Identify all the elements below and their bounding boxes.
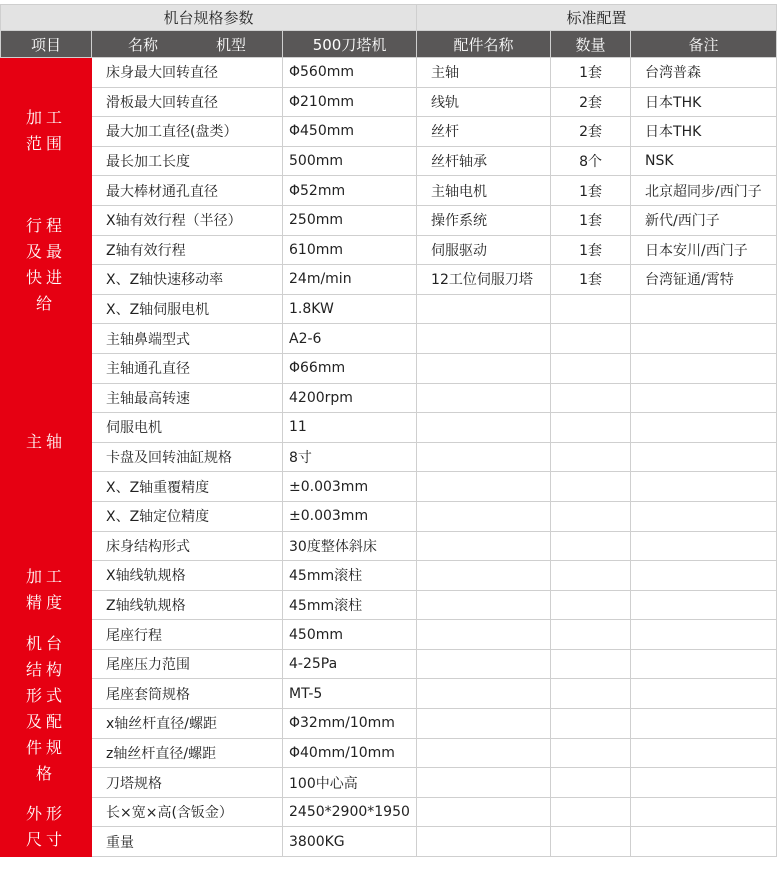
empty-cell: [551, 620, 631, 650]
spec-value: Φ450mm: [283, 117, 417, 147]
empty-cell: [631, 413, 777, 443]
config-part: 主轴电机: [417, 176, 551, 206]
empty-cell: [631, 590, 777, 620]
empty-cell: [417, 709, 551, 739]
empty-cell: [631, 353, 777, 383]
empty-cell: [631, 561, 777, 591]
config-qty: 2套: [551, 87, 631, 117]
empty-cell: [551, 768, 631, 798]
config-part: 主轴: [417, 58, 551, 88]
table-row: [1, 146, 777, 176]
empty-cell: [551, 472, 631, 502]
empty-cell: [417, 797, 551, 827]
spec-name: 床身结构形式: [92, 531, 283, 561]
spec-value: 500mm: [283, 146, 417, 176]
empty-cell: [631, 620, 777, 650]
spec-value: 30度整体斜床: [283, 531, 417, 561]
spec-value: A2-6: [283, 324, 417, 354]
empty-cell: [631, 501, 777, 531]
spec-name: 滑板最大回转直径: [92, 87, 283, 117]
empty-cell: [631, 383, 777, 413]
empty-cell: [417, 649, 551, 679]
empty-cell: [417, 768, 551, 798]
empty-cell: [631, 294, 777, 324]
column-header-row: [1, 31, 777, 58]
spec-value: 24m/min: [283, 265, 417, 295]
config-qty: 1套: [551, 205, 631, 235]
table-row: [1, 413, 777, 443]
table-row: [1, 472, 777, 502]
section-processing-range: 加工范围: [1, 58, 92, 206]
spec-name: 最大棒材通孔直径: [92, 176, 283, 206]
spec-value: 100中心高: [283, 768, 417, 798]
config-qty: 1套: [551, 235, 631, 265]
col-qty-header: 数量: [551, 31, 631, 58]
super-header-row: [1, 5, 777, 31]
spec-value: 45mm滚柱: [283, 561, 417, 591]
spec-name: Z轴线轨规格: [92, 590, 283, 620]
spec-value: 2450*2900*1950: [283, 797, 417, 827]
spec-name: X、Z轴伺服电机: [92, 294, 283, 324]
section-travel-feed: 行程及最快进给: [1, 205, 92, 323]
table-row: [1, 561, 777, 591]
spec-name: 主轴通孔直径: [92, 353, 283, 383]
spec-value: 450mm: [283, 620, 417, 650]
empty-cell: [417, 324, 551, 354]
section-structure: 机台结构形式及配件规格: [1, 620, 92, 798]
table-row: [1, 235, 777, 265]
empty-cell: [551, 383, 631, 413]
spec-name: 伺服电机: [92, 413, 283, 443]
empty-cell: [417, 590, 551, 620]
empty-cell: [551, 649, 631, 679]
spec-name: 尾座行程: [92, 620, 283, 650]
empty-cell: [417, 501, 551, 531]
spec-value: 1.8KW: [283, 294, 417, 324]
config-qty: 8个: [551, 146, 631, 176]
spec-value: 610mm: [283, 235, 417, 265]
spec-value: 4-25Pa: [283, 649, 417, 679]
config-note: 新代/西门子: [631, 205, 777, 235]
spec-name: X轴线轨规格: [92, 561, 283, 591]
spec-name: z轴丝杆直径/螺距: [92, 738, 283, 768]
spec-name: 主轴鼻端型式: [92, 324, 283, 354]
empty-cell: [631, 472, 777, 502]
spec-params-title: 机台规格参数: [1, 5, 417, 31]
section-precision: 加工精度: [1, 561, 92, 620]
spec-name: X、Z轴重覆精度: [92, 472, 283, 502]
spec-name: 长×宽×高(含钣金）: [92, 797, 283, 827]
table-row: [1, 590, 777, 620]
col-name-label: 名称: [127, 35, 158, 54]
table-row: [1, 383, 777, 413]
table-row: [1, 797, 777, 827]
col-name-model-header: [92, 31, 283, 58]
empty-cell: [551, 442, 631, 472]
spec-name: 卡盘及回转油缸规格: [92, 442, 283, 472]
spec-value: 4200rpm: [283, 383, 417, 413]
empty-cell: [417, 383, 551, 413]
table-row: [1, 205, 777, 235]
config-note: 北京超同步/西门子: [631, 176, 777, 206]
config-note: 日本安川/西门子: [631, 235, 777, 265]
spec-table: [0, 4, 777, 857]
empty-cell: [551, 294, 631, 324]
section-dimensions: 外形尺寸: [1, 797, 92, 856]
spec-value: 45mm滚柱: [283, 590, 417, 620]
empty-cell: [417, 413, 551, 443]
empty-cell: [551, 738, 631, 768]
col-part-header: 配件名称: [417, 31, 551, 58]
table-row: [1, 442, 777, 472]
spec-value: Φ32mm/10mm: [283, 709, 417, 739]
table-row: [1, 709, 777, 739]
spec-value: 250mm: [283, 205, 417, 235]
empty-cell: [551, 413, 631, 443]
config-part: 12工位伺服刀塔: [417, 265, 551, 295]
empty-cell: [631, 531, 777, 561]
spec-name: 尾座压力范围: [92, 649, 283, 679]
empty-cell: [551, 797, 631, 827]
table-row: [1, 58, 777, 88]
config-note: 日本THK: [631, 87, 777, 117]
config-part: 伺服驱动: [417, 235, 551, 265]
spec-value: 8寸: [283, 442, 417, 472]
config-note: NSK: [631, 146, 777, 176]
empty-cell: [551, 709, 631, 739]
empty-cell: [631, 797, 777, 827]
empty-cell: [631, 442, 777, 472]
table-row: [1, 176, 777, 206]
empty-cell: [551, 590, 631, 620]
empty-cell: [417, 679, 551, 709]
spec-name: 主轴最高转速: [92, 383, 283, 413]
table-row: [1, 353, 777, 383]
table-row: [1, 620, 777, 650]
spec-name: X轴有效行程（半径）: [92, 205, 283, 235]
empty-cell: [551, 501, 631, 531]
spec-value: Φ66mm: [283, 353, 417, 383]
empty-cell: [417, 442, 551, 472]
config-part: 线轨: [417, 87, 551, 117]
section-spindle: 主轴: [1, 324, 92, 561]
empty-cell: [631, 324, 777, 354]
table-row: [1, 265, 777, 295]
spec-name: X、Z轴快速移动率: [92, 265, 283, 295]
empty-cell: [551, 353, 631, 383]
table-row: [1, 768, 777, 798]
config-qty: 1套: [551, 265, 631, 295]
table-row: [1, 679, 777, 709]
empty-cell: [631, 679, 777, 709]
config-qty: 1套: [551, 58, 631, 88]
empty-cell: [631, 827, 777, 857]
empty-cell: [551, 827, 631, 857]
spec-name: 刀塔规格: [92, 768, 283, 798]
empty-cell: [551, 324, 631, 354]
spec-name: 床身最大回转直径: [92, 58, 283, 88]
empty-cell: [417, 294, 551, 324]
spec-value: Φ560mm: [283, 58, 417, 88]
empty-cell: [417, 827, 551, 857]
spec-name: 重量: [92, 827, 283, 857]
spec-value: 3800KG: [283, 827, 417, 857]
empty-cell: [417, 738, 551, 768]
spec-name: Z轴有效行程: [92, 235, 283, 265]
spec-value: 11: [283, 413, 417, 443]
spec-value: Φ210mm: [283, 87, 417, 117]
col-note-header: 备注: [631, 31, 777, 58]
empty-cell: [417, 472, 551, 502]
col-model-value-header: 500刀塔机: [283, 31, 417, 58]
config-note: 日本THK: [631, 117, 777, 147]
col-model-label: 机型: [216, 35, 247, 54]
empty-cell: [551, 531, 631, 561]
empty-cell: [631, 768, 777, 798]
config-part: 丝杆: [417, 117, 551, 147]
spec-name: 最长加工长度: [92, 146, 283, 176]
table-row: [1, 294, 777, 324]
spec-value: MT-5: [283, 679, 417, 709]
spec-value: Φ52mm: [283, 176, 417, 206]
empty-cell: [417, 561, 551, 591]
table-row: [1, 87, 777, 117]
spec-name: 尾座套筒规格: [92, 679, 283, 709]
table-row: [1, 324, 777, 354]
empty-cell: [417, 531, 551, 561]
standard-config-title: 标准配置: [417, 5, 777, 31]
config-note: 台湾钲通/霄特: [631, 265, 777, 295]
table-row: [1, 738, 777, 768]
table-row: [1, 827, 777, 857]
config-note: 台湾普森: [631, 58, 777, 88]
config-part: 操作系统: [417, 205, 551, 235]
spec-value: ±0.003mm: [283, 501, 417, 531]
empty-cell: [631, 738, 777, 768]
empty-cell: [631, 649, 777, 679]
config-qty: 2套: [551, 117, 631, 147]
spec-name: X、Z轴定位精度: [92, 501, 283, 531]
config-part: 丝杆轴承: [417, 146, 551, 176]
empty-cell: [417, 353, 551, 383]
table-row: [1, 117, 777, 147]
table-row: [1, 531, 777, 561]
empty-cell: [417, 620, 551, 650]
empty-cell: [551, 561, 631, 591]
empty-cell: [551, 679, 631, 709]
empty-cell: [631, 709, 777, 739]
table-row: [1, 649, 777, 679]
table-row: [1, 501, 777, 531]
spec-name: x轴丝杆直径/螺距: [92, 709, 283, 739]
col-item-header: 项目: [1, 31, 92, 58]
spec-value: Φ40mm/10mm: [283, 738, 417, 768]
spec-name: 最大加工直径(盘类）: [92, 117, 283, 147]
config-qty: 1套: [551, 176, 631, 206]
spec-value: ±0.003mm: [283, 472, 417, 502]
